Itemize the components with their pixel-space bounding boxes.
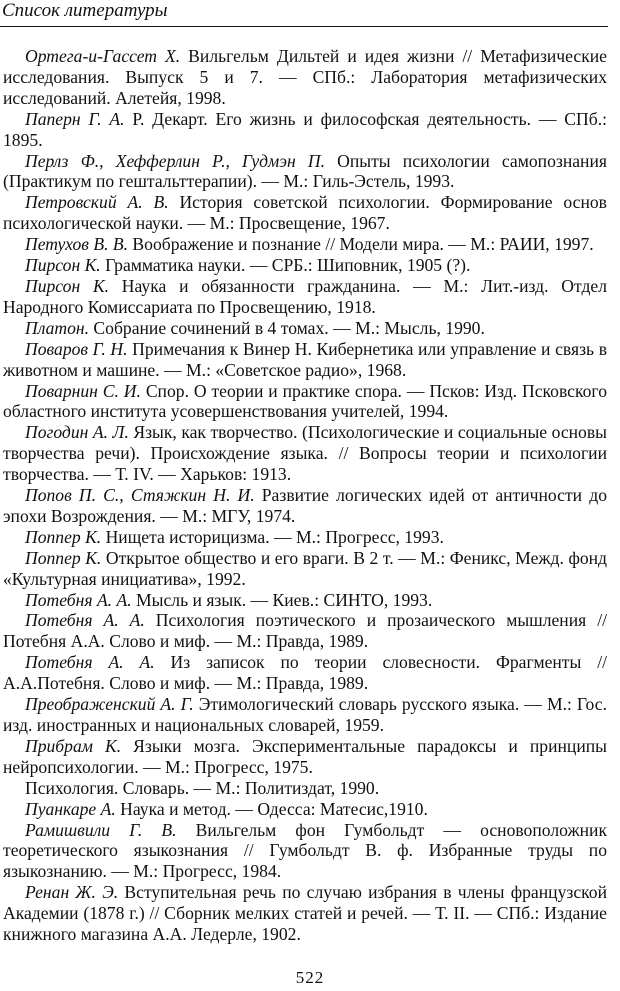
- entry-text: Р. Декарт. Его жизнь и философская деятельность. — СПб.: 1895.: [3, 108, 607, 150]
- entry-author: Петухов В. В.: [25, 234, 129, 255]
- entry-author: Пирсон К.: [25, 255, 101, 276]
- entry-text: Опыты психологии самопознания (Практикум по гештальттерапии). — М.: Гиль-Эстель, 1993.: [3, 150, 607, 192]
- entry-text: Из записок по теории словесности. Фрагменты // А.А.Потебня. Слово и миф. — М.: Правда, 1989.: [3, 652, 607, 694]
- bibliography-entry: [3, 610, 607, 652]
- running-header: [0, 0, 608, 27]
- entry-author: Поппер К.: [25, 547, 102, 568]
- bibliography-entry: [3, 46, 607, 109]
- entry-text: Грамматика науки. — СРБ.: Шиповник, 1905 (?).: [100, 255, 471, 276]
- bibliography-entry: [3, 109, 607, 151]
- bibliography-entry: [3, 652, 607, 694]
- entry-text: Примечания к Винер Н. Кибернетика или управление и связь в животном и машине. — М.: «Советское радио», 1968.: [3, 338, 607, 380]
- entry-text: Язык, как творчество. (Психологические и социальные основы творчества речи). Происхождение языка. // Вопросы теории и психологии творчества. — Т. IV. — Харьков: 1913.: [3, 422, 607, 485]
- bibliography-list: [3, 46, 607, 945]
- entry-text: Спор. О теории и практике спора. — Псков: Изд. Псковского областного института усовершенствования учителей, 1994.: [3, 380, 607, 422]
- bibliography-entry: [3, 548, 607, 590]
- entry-author: Ренан Ж. Э.: [25, 882, 119, 903]
- bibliography-entry: [3, 381, 607, 423]
- bibliography-entry: [3, 192, 607, 234]
- entry-text: Языки мозга. Экспериментальные парадоксы и принципы нейропсихологии. — М.: Прогресс, 1975.: [3, 735, 607, 777]
- entry-author: Потебня А. А.: [25, 610, 145, 631]
- entry-text: Наука и метод. — Одесса: Матесис,1910.: [115, 798, 428, 819]
- entry-text: Вильгельм фон Гумбольдт — основоположник теоретического языкознания // Гумбольдт В. ф. Избранные труды по языкознанию. — М.: Прогресс, 1984.: [3, 819, 608, 882]
- entry-author: Поварнин С. И.: [25, 380, 141, 401]
- entry-author: Перлз Ф., Хефферлин Р., Гудмэн П.: [25, 150, 325, 171]
- entry-text: Развитие логических идей от античности до эпохи Возрождения. — М.: МГУ, 1974.: [3, 485, 607, 526]
- entry-author: Поппер К.: [25, 526, 102, 547]
- entry-author: Потебня А. А.: [25, 652, 155, 673]
- bibliography-entry: [3, 527, 607, 548]
- bibliography-entry: [3, 151, 607, 193]
- entry-text: Наука и обязанности гражданина. — М.: Лит.-изд. Отдел Народного Комиссариата по Просвещению, 1918.: [3, 275, 607, 317]
- entry-text: Воображение и познание // Модели мира. — М.: РАИИ, 1997.: [128, 234, 594, 255]
- entry-text: Нищета историцизма. — М.: Прогресс, 1993.: [101, 526, 444, 547]
- entry-author: Пуанкаре А.: [25, 798, 116, 819]
- entry-author: Потебня А. А.: [25, 589, 132, 610]
- bibliography-entry: [3, 422, 607, 485]
- entry-text: Этимологический словарь русского языка. — М.: Гос. изд. иностранных и национальных словарей, 1959.: [3, 694, 607, 735]
- entry-author: Пирсон К.: [25, 275, 110, 296]
- entry-text: Мысль и язык. — Киев.: СИНТО, 1993.: [131, 589, 433, 610]
- entry-text: История советской психологии. Формирование основ психологической науки. — М.: Просвещение, 1967.: [3, 192, 607, 234]
- bibliography-entry: [3, 339, 607, 381]
- bibliography-entry: [3, 234, 607, 255]
- bibliography-entry: [3, 820, 607, 883]
- bibliography-entry: [3, 778, 607, 799]
- entry-author: Поваров Г. Н.: [25, 338, 128, 359]
- bibliography-entry: [3, 882, 607, 945]
- entry-text: Открытое общество и его враги. В 2 т. — М.: Феникс, Межд. фонд «Культурная инициатива», 1992.: [3, 547, 608, 589]
- entry-author: Ортега-и-Гассет Х.: [25, 46, 181, 66]
- bibliography-entry: [3, 694, 607, 736]
- entry-text: Вильгельм Дильтей и идея жизни // Метафизические исследования. Выпуск 5 и 7. — СПб.: Лаборатория метафизических исследований. Алетейя, 1998.: [3, 46, 607, 108]
- entry-author: Прибрам К.: [25, 735, 122, 756]
- entry-text: Психология поэтического и прозаического мышления // Потебня А.А. Слово и миф. — М.: Правда, 1989.: [3, 610, 607, 652]
- bibliography-entry: [3, 799, 607, 820]
- entry-author: Петровский А. В.: [25, 192, 169, 213]
- bibliography-entry: [3, 318, 607, 339]
- entry-text: Собрание сочинений в 4 томах. — М.: Мысль, 1990.: [89, 317, 485, 338]
- entry-author: Преображенский А. Г.: [25, 694, 194, 715]
- page-number: 522: [295, 968, 325, 987]
- entry-author: Попов П. С., Стяжкин Н. И.: [25, 485, 255, 506]
- bibliography-entry: [3, 276, 607, 318]
- entry-author: Рамишвили Г. В.: [25, 819, 177, 840]
- bibliography-entry: [3, 485, 607, 527]
- bibliography-entry: [3, 590, 607, 611]
- bibliography-entry: [3, 736, 607, 778]
- entry-author: Паперн Г. А.: [25, 108, 125, 129]
- entry-text: Психология. Словарь. — М.: Политиздат, 1990.: [25, 777, 380, 798]
- entry-author: Погодин А. Л.: [25, 422, 129, 443]
- entry-text: Вступительная речь по случаю избрания в члены французской Академии (1878 г.) // Сборник мелких статей и речей. — Т. II. — СПб.: Издание книжного магазина А.А. Ледерле, 1902.: [3, 882, 607, 945]
- entry-author: Платон.: [25, 317, 90, 338]
- running-title: Список литературы: [2, 0, 168, 21]
- bibliography-entry: [3, 255, 607, 276]
